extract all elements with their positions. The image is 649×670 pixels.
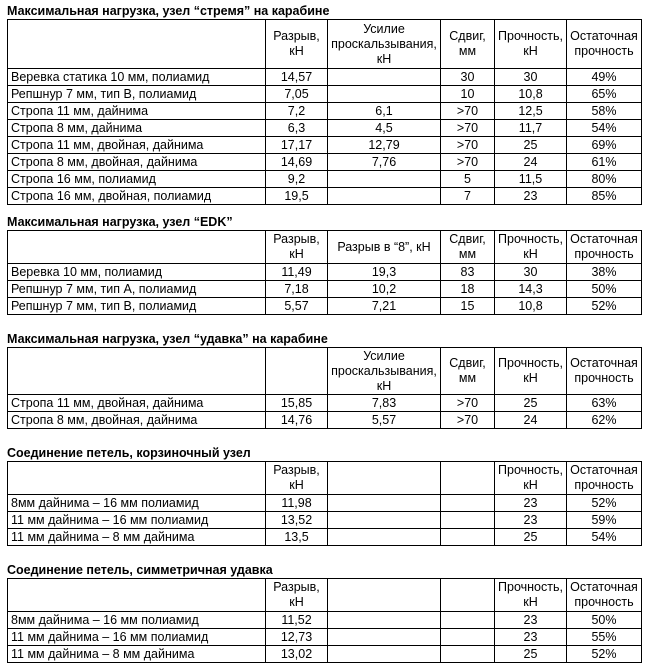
header-label: Прочность, кН <box>498 356 563 385</box>
table-cell: >70 <box>441 103 495 120</box>
table-row <box>8 495 642 512</box>
table-cell <box>441 529 495 546</box>
header-cell <box>328 462 441 495</box>
table-cell <box>328 646 441 663</box>
table-cell <box>441 612 495 629</box>
header-cell <box>266 231 328 264</box>
header-cell <box>328 579 441 612</box>
data-table <box>7 347 642 429</box>
table-cell: 5 <box>441 171 495 188</box>
header-label: Разрыв, кН <box>273 463 320 492</box>
table-cell: 23 <box>495 495 567 512</box>
table-cell: 30 <box>495 69 567 86</box>
table-header-row <box>8 579 642 612</box>
header-label: Прочность, кН <box>498 29 563 58</box>
table-cell: 14,3 <box>495 281 567 298</box>
table-row <box>8 281 642 298</box>
header-cell <box>8 348 266 395</box>
table-cell: 38% <box>567 264 642 281</box>
section-korzinochny <box>7 445 641 546</box>
header-label: Остаточная прочность <box>570 580 638 609</box>
header-cell <box>8 462 266 495</box>
header-label: Разрыв в “8”, кН <box>337 239 431 254</box>
table-cell: Репшнур 7 мм, тип В, полиамид <box>8 86 266 103</box>
table-cell: 30 <box>495 264 567 281</box>
section-stremya <box>7 3 641 205</box>
table-cell: 54% <box>567 529 642 546</box>
table-row <box>8 69 642 86</box>
table-cell: 7,05 <box>266 86 328 103</box>
table-cell: 19,3 <box>328 264 441 281</box>
table-cell: 23 <box>495 188 567 205</box>
table-row <box>8 646 642 663</box>
table-cell: 54% <box>567 120 642 137</box>
table-cell: Веревка 10 мм, полиамид <box>8 264 266 281</box>
table-row <box>8 612 642 629</box>
section-udavka <box>7 331 641 429</box>
table-cell: 7,76 <box>328 154 441 171</box>
header-cell <box>567 348 642 395</box>
data-table <box>7 230 642 315</box>
header-label: Разрыв, кН <box>273 232 320 261</box>
header-cell <box>266 348 328 395</box>
header-cell <box>441 231 495 264</box>
header-cell <box>441 462 495 495</box>
header-cell <box>567 20 642 69</box>
table-cell <box>441 512 495 529</box>
table-cell <box>441 495 495 512</box>
header-cell <box>495 348 567 395</box>
table-cell: 7,21 <box>328 298 441 315</box>
header-cell <box>8 20 266 69</box>
table-cell: >70 <box>441 395 495 412</box>
table-cell: 62% <box>567 412 642 429</box>
table-cell: 12,5 <box>495 103 567 120</box>
table-cell: 15 <box>441 298 495 315</box>
header-cell <box>441 20 495 69</box>
header-cell <box>495 20 567 69</box>
header-cell <box>266 462 328 495</box>
header-label: Прочность, кН <box>498 580 563 609</box>
section-title: Максимальная нагрузка, узел “EDK” <box>7 215 233 229</box>
table-cell: 69% <box>567 137 642 154</box>
header-label: Разрыв, кН <box>273 580 320 609</box>
table-cell: 10,2 <box>328 281 441 298</box>
table-cell: Веревка статика 10 мм, полиамид <box>8 69 266 86</box>
table-row <box>8 412 642 429</box>
table-cell: 8мм дайнима – 16 мм полиамид <box>8 612 266 629</box>
table-cell: 61% <box>567 154 642 171</box>
table-cell: >70 <box>441 412 495 429</box>
table-cell: 11,98 <box>266 495 328 512</box>
header-label: Прочность, кН <box>498 232 563 261</box>
table-cell: 14,57 <box>266 69 328 86</box>
table-cell: Стропа 8 мм, двойная, дайнима <box>8 412 266 429</box>
table-cell: 49% <box>567 69 642 86</box>
header-label: Остаточная прочность <box>570 463 638 492</box>
table-cell: 11 мм дайнима – 8 мм дайнима <box>8 646 266 663</box>
table-cell: 7 <box>441 188 495 205</box>
table-cell: 80% <box>567 171 642 188</box>
header-cell <box>266 579 328 612</box>
table-row <box>8 264 642 281</box>
data-table <box>7 19 642 205</box>
table-cell: 25 <box>495 137 567 154</box>
table-cell: 50% <box>567 281 642 298</box>
table-cell: Стропа 8 мм, дайнима <box>8 120 266 137</box>
table-cell: 5,57 <box>328 412 441 429</box>
header-cell <box>567 579 642 612</box>
table-row <box>8 188 642 205</box>
table-header-row <box>8 348 642 395</box>
table-cell: 19,5 <box>266 188 328 205</box>
table-cell: 58% <box>567 103 642 120</box>
table-cell: 7,18 <box>266 281 328 298</box>
table-cell: >70 <box>441 120 495 137</box>
table-cell: >70 <box>441 154 495 171</box>
table-row <box>8 86 642 103</box>
table-row <box>8 154 642 171</box>
table-cell: 23 <box>495 629 567 646</box>
section-edk <box>7 214 641 315</box>
table-row <box>8 298 642 315</box>
table-cell: 11,5 <box>495 171 567 188</box>
table-cell: 12,73 <box>266 629 328 646</box>
table-cell: 52% <box>567 298 642 315</box>
table-cell: 11,49 <box>266 264 328 281</box>
table-header-row <box>8 20 642 69</box>
header-label: Усилие проскальзывания, кН <box>331 21 437 66</box>
table-cell: 15,85 <box>266 395 328 412</box>
table-cell: Стропа 16 мм, двойная, полиамид <box>8 188 266 205</box>
header-cell <box>8 231 266 264</box>
table-cell <box>328 69 441 86</box>
section-title: Соединение петель, симметричная удавка <box>7 563 273 577</box>
header-label: Разрыв, кН <box>273 29 320 58</box>
table-cell: 65% <box>567 86 642 103</box>
table-cell <box>328 495 441 512</box>
table-row <box>8 629 642 646</box>
table-cell: 13,5 <box>266 529 328 546</box>
table-cell: 63% <box>567 395 642 412</box>
header-label: Остаточная прочность <box>570 29 638 58</box>
table-cell: 11,7 <box>495 120 567 137</box>
table-cell: Репшнур 7 мм, тип А, полиамид <box>8 281 266 298</box>
table-cell: 6,1 <box>328 103 441 120</box>
table-cell: Стропа 11 мм, двойная, дайнима <box>8 395 266 412</box>
table-cell: 14,76 <box>266 412 328 429</box>
section-title: Соединение петель, корзиночный узел <box>7 446 251 460</box>
table-row <box>8 103 642 120</box>
header-cell <box>8 579 266 612</box>
header-label: Сдвиг, мм <box>449 232 486 261</box>
table-cell: 8мм дайнима – 16 мм полиамид <box>8 495 266 512</box>
table-cell: 13,52 <box>266 512 328 529</box>
header-label: Сдвиг, мм <box>449 29 486 58</box>
table-cell <box>328 629 441 646</box>
table-cell: 23 <box>495 612 567 629</box>
table-cell: 30 <box>441 69 495 86</box>
table-cell: 13,02 <box>266 646 328 663</box>
data-table <box>7 461 642 546</box>
table-cell: >70 <box>441 137 495 154</box>
table-cell: 18 <box>441 281 495 298</box>
table-header-row <box>8 462 642 495</box>
table-cell: 9,2 <box>266 171 328 188</box>
table-cell: 6,3 <box>266 120 328 137</box>
table-cell <box>328 529 441 546</box>
table-cell: 83 <box>441 264 495 281</box>
table-cell: 52% <box>567 495 642 512</box>
table-cell: 25 <box>495 646 567 663</box>
header-cell <box>441 348 495 395</box>
table-cell: Стропа 16 мм, полиамид <box>8 171 266 188</box>
table-cell: 11,52 <box>266 612 328 629</box>
table-cell <box>328 188 441 205</box>
table-cell: 25 <box>495 529 567 546</box>
table-cell: 24 <box>495 154 567 171</box>
table-cell: Стропа 8 мм, двойная, дайнима <box>8 154 266 171</box>
table-cell: 10 <box>441 86 495 103</box>
table-row <box>8 395 642 412</box>
header-cell <box>495 579 567 612</box>
table-cell: 7,83 <box>328 395 441 412</box>
table-cell <box>441 629 495 646</box>
table-row <box>8 120 642 137</box>
table-cell: 11 мм дайнима – 16 мм полиамид <box>8 629 266 646</box>
header-label: Остаточная прочность <box>570 232 638 261</box>
table-cell: 10,8 <box>495 86 567 103</box>
table-cell: 11 мм дайнима – 8 мм дайнима <box>8 529 266 546</box>
section-simmetrichnaya <box>7 562 641 663</box>
table-cell: 52% <box>567 646 642 663</box>
table-cell: 50% <box>567 612 642 629</box>
header-label: Сдвиг, мм <box>449 356 486 385</box>
table-header-row <box>8 231 642 264</box>
section-title: Максимальная нагрузка, узел “стремя” на карабине <box>7 4 330 18</box>
header-cell <box>495 231 567 264</box>
table-cell <box>328 512 441 529</box>
table-cell: 23 <box>495 512 567 529</box>
header-cell <box>567 231 642 264</box>
header-cell <box>567 462 642 495</box>
table-cell: Репшнур 7 мм, тип В, полиамид <box>8 298 266 315</box>
header-cell <box>328 231 441 264</box>
table-row <box>8 171 642 188</box>
table-cell: 5,57 <box>266 298 328 315</box>
table-cell: 55% <box>567 629 642 646</box>
section-title: Максимальная нагрузка, узел “удавка” на карабине <box>7 332 328 346</box>
header-cell <box>328 348 441 395</box>
header-label: Прочность, кН <box>498 463 563 492</box>
table-cell: 85% <box>567 188 642 205</box>
table-row <box>8 529 642 546</box>
header-cell <box>328 20 441 69</box>
table-row <box>8 512 642 529</box>
table-cell: 17,17 <box>266 137 328 154</box>
table-cell: Стропа 11 мм, дайнима <box>8 103 266 120</box>
table-cell: 14,69 <box>266 154 328 171</box>
table-cell: 24 <box>495 412 567 429</box>
header-cell <box>495 462 567 495</box>
data-table <box>7 578 642 663</box>
table-cell <box>441 646 495 663</box>
table-cell: 12,79 <box>328 137 441 154</box>
table-cell: 7,2 <box>266 103 328 120</box>
header-label: Остаточная прочность <box>570 356 638 385</box>
header-label: Усилие проскальзывания, кН <box>331 348 437 393</box>
table-cell: 25 <box>495 395 567 412</box>
table-cell: 59% <box>567 512 642 529</box>
table-cell: 4,5 <box>328 120 441 137</box>
table-cell: Стропа 11 мм, двойная, дайнима <box>8 137 266 154</box>
header-cell <box>266 20 328 69</box>
table-cell <box>328 86 441 103</box>
header-cell <box>441 579 495 612</box>
table-row <box>8 137 642 154</box>
table-cell <box>328 612 441 629</box>
table-cell: 10,8 <box>495 298 567 315</box>
table-cell: 11 мм дайнима – 16 мм полиамид <box>8 512 266 529</box>
table-cell <box>328 171 441 188</box>
